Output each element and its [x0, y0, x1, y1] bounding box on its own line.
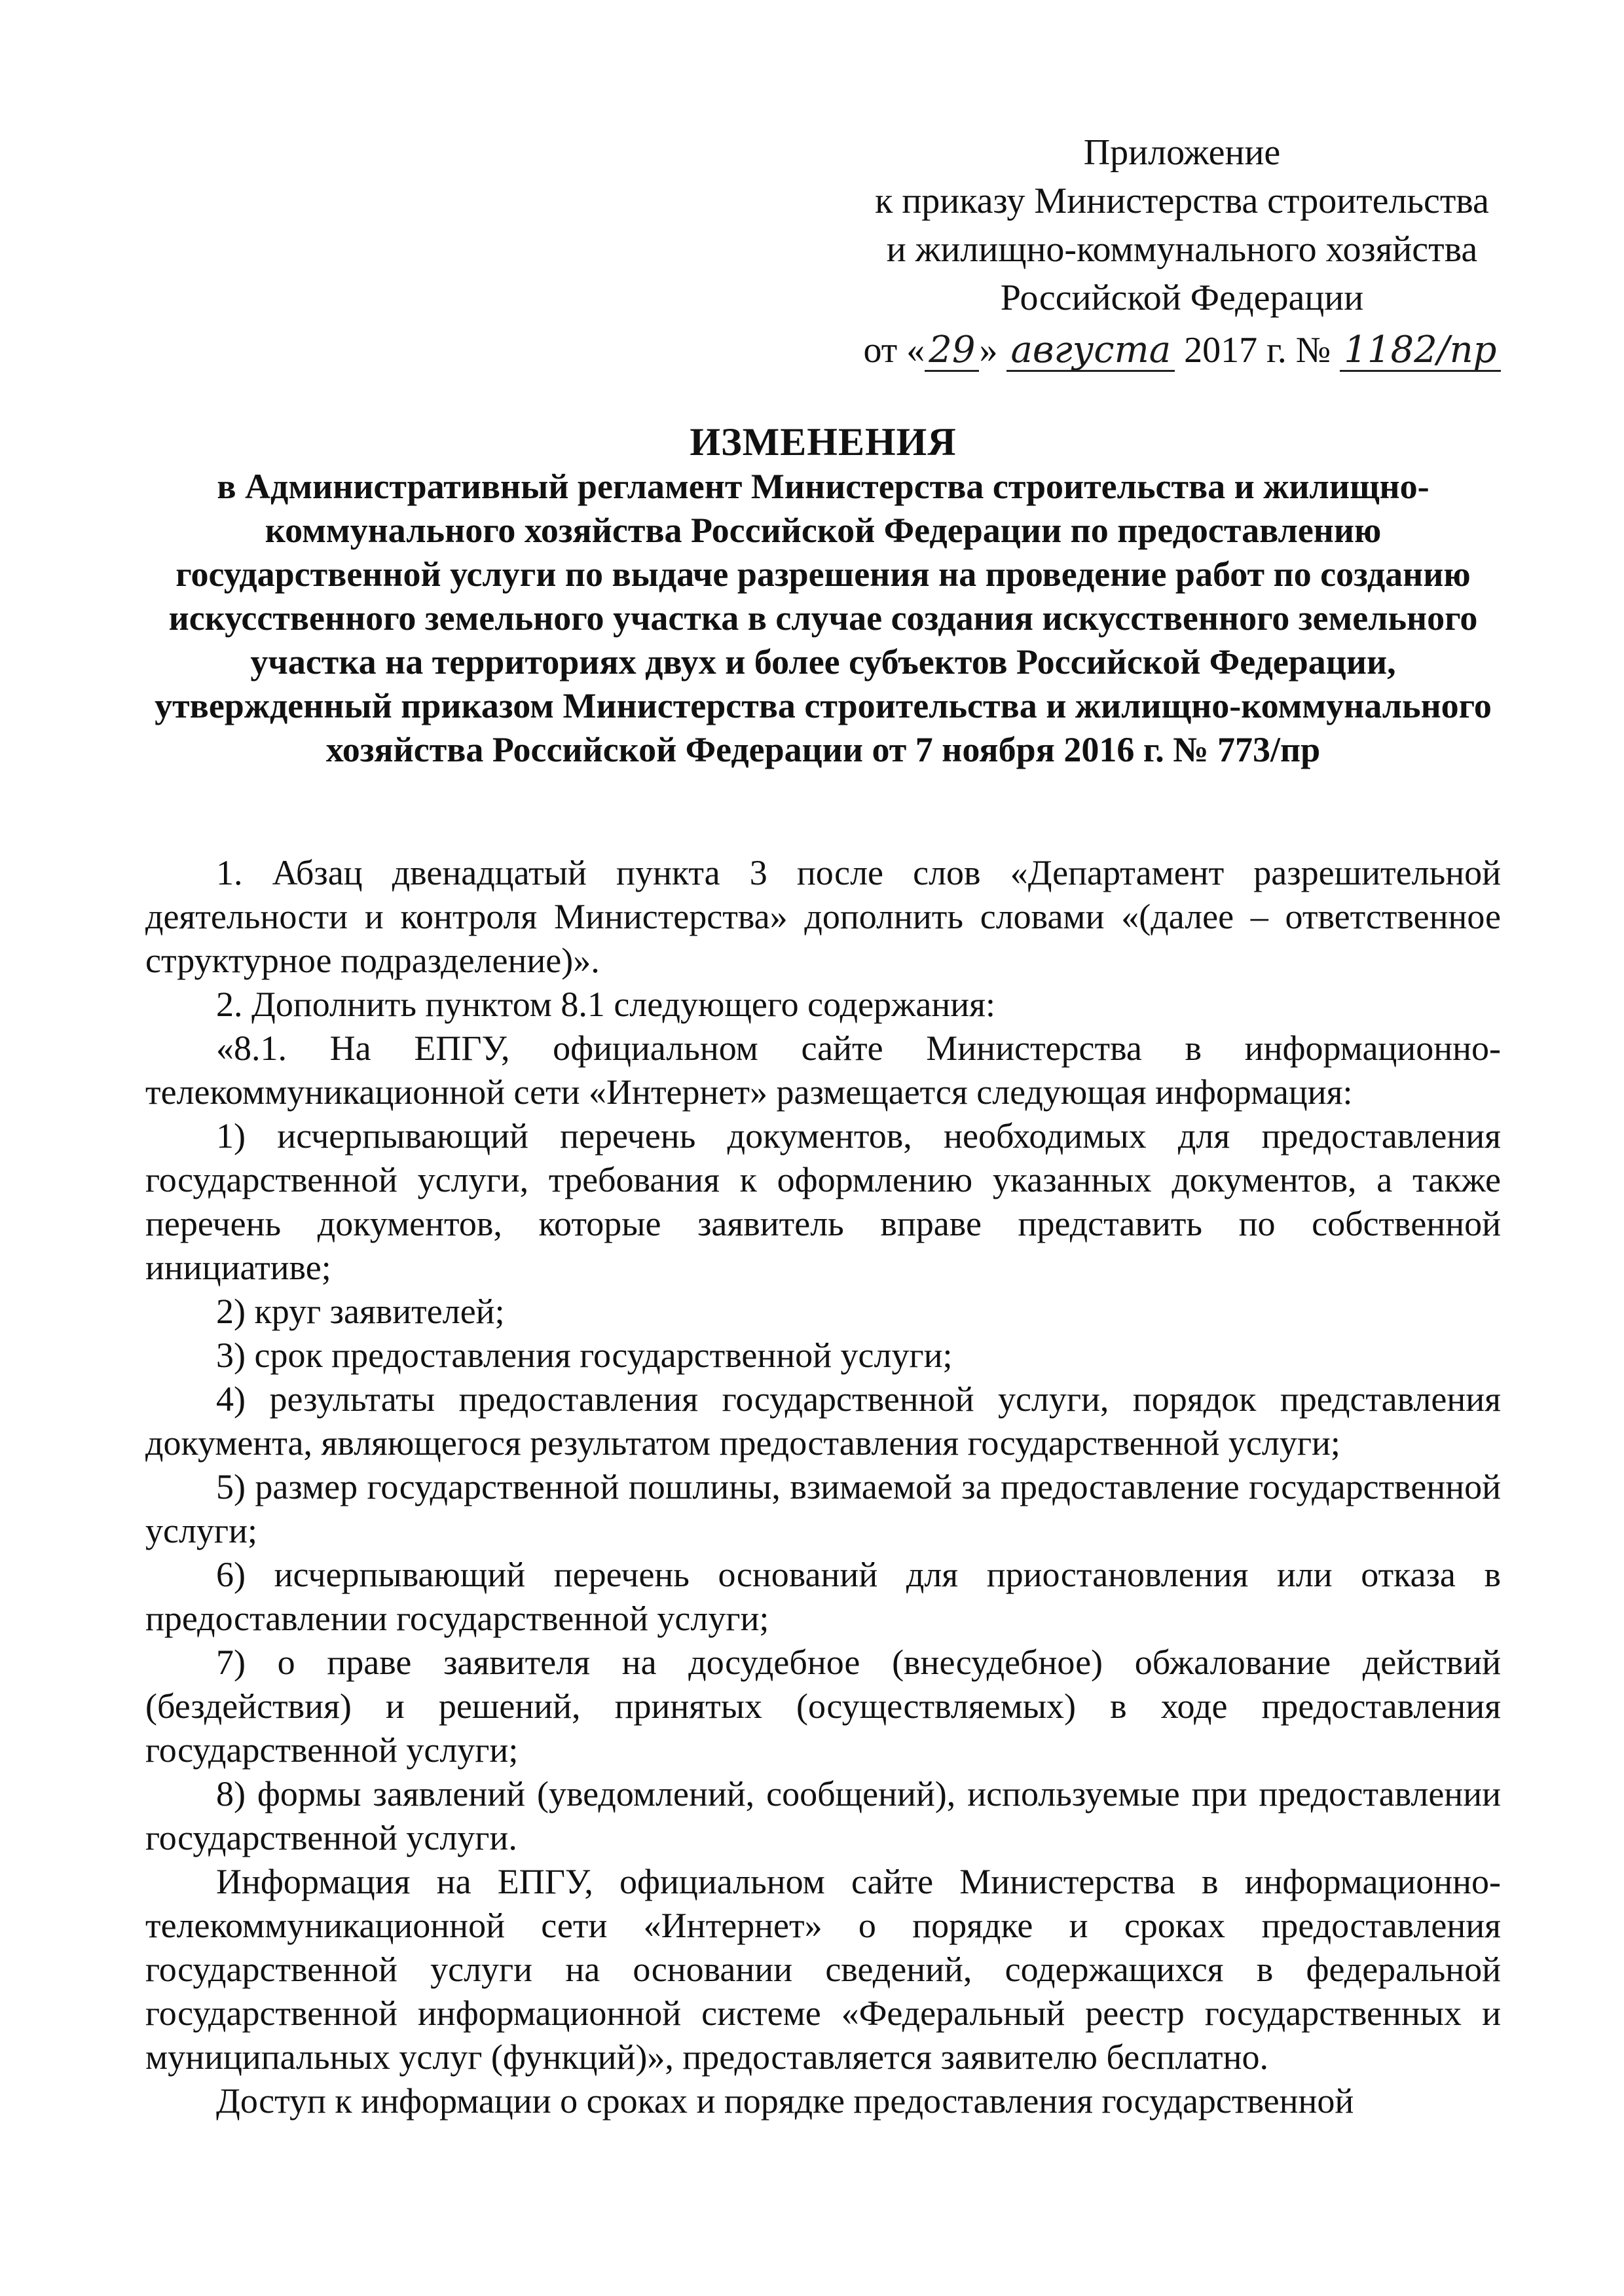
appendix-line-2: и жилищно-коммунального хозяйства — [886, 229, 1478, 270]
list-item-5: 5) размер государственной пошлины, взимаемой за предоставление государственной услуги; — [145, 1467, 1501, 1550]
heading-subtitle: в Административный регламент Министерства строительства и жилищно-коммунального хозяйства Российской Федерации по предоставлению государственной услуги по выдаче разрешения на проведение работ по созданию искусственного земельного участка в случае создания искусственного земельного участка на территориях двух и более субъектов Российской Федерации, утвержденный приказом Министерства строительства и жилищно-коммунального хозяйства Российской Федерации от 7 ноября 2016 г. № 773/пр — [155, 467, 1492, 769]
order-year: 2017 г. № — [1175, 330, 1340, 371]
list-item-3: 3) срок предоставления государственной услуги; — [216, 1336, 953, 1375]
paragraph-3: «8.1. На ЕПГУ, официальном сайте Министерства в информационно-телекоммуникационной сети «Интернет» размещается следующая информация: — [145, 1029, 1501, 1112]
list-item-2: 2) круг заявителей; — [216, 1292, 505, 1331]
list-item-6: 6) исчерпывающий перечень оснований для приостановления или отказа в предоставлении государственной услуги; — [145, 1555, 1501, 1638]
order-day-handwritten: 29 — [925, 331, 979, 372]
order-mid: » — [979, 330, 1007, 371]
paragraph-info: Информация на ЕПГУ, официальном сайте Министерства в информационно-телекоммуникационной сети «Интернет» о порядке и сроках предоставления государственной услуги на основании сведений, содержащихся в федеральной государственной информационной системе «Федеральный реестр государственных и муниципальных услуг (функций)», предоставляется заявителю бесплатно. — [145, 1862, 1501, 2077]
appendix-line-3: Российской Федерации — [1000, 278, 1364, 318]
heading-title: ИЗМЕНЕНИЯ — [690, 420, 957, 464]
list-item-4: 4) результаты предоставления государственной услуги, порядок представления документа, являющегося результатом предоставления государственной услуги; — [145, 1379, 1501, 1463]
order-month-handwritten: августа — [1006, 331, 1175, 372]
order-reference — [838, 326, 1526, 374]
order-number-handwritten: 1182/пр — [1340, 331, 1500, 372]
appendix-title: Приложение — [1083, 132, 1281, 173]
paragraph-access: Доступ к информации о сроках и порядке предоставления государственной — [216, 2081, 1354, 2121]
list-item-1: 1) исчерпывающий перечень документов, необходимых для предоставления государственной услуги, требования к оформлению указанных документов, а также перечень документов, которые заявитель вправе представить по собственной инициативе; — [145, 1116, 1501, 1287]
order-prefix: от « — [863, 330, 925, 371]
paragraph-1: 1. Абзац двенадцатый пункта 3 после слов «Департамент разрешительной деятельности и контроля Министерства» дополнить словами «(далее – ответственное структурное подразделение)». — [145, 853, 1501, 980]
appendix-block — [838, 128, 1526, 374]
list-item-8: 8) формы заявлений (уведомлений, сообщений), используемые при предоставлении государственной услуги. — [145, 1774, 1501, 1857]
paragraph-2: 2. Дополнить пунктом 8.1 следующего содержания: — [216, 985, 995, 1024]
list-item-7: 7) о праве заявителя на досудебное (внесудебное) обжалование действий (бездействия) и решений, принятых (осуществляемых) в ходе предоставления государственной услуги; — [145, 1643, 1501, 1770]
document-body — [145, 851, 1501, 2123]
document-heading — [145, 419, 1501, 772]
appendix-line-1: к приказу Министерства строительства — [875, 181, 1489, 221]
